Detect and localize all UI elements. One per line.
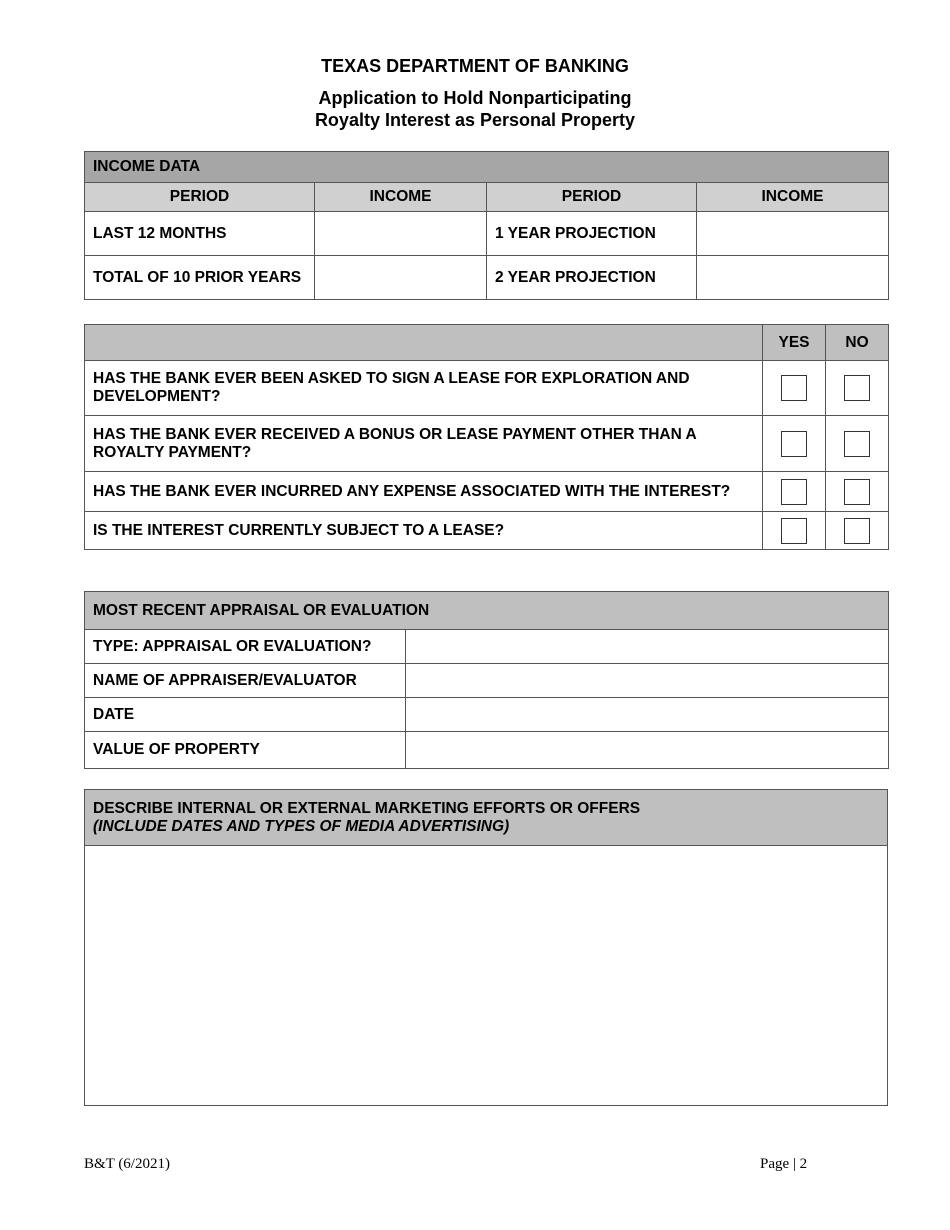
marketing-title-note: (INCLUDE DATES AND TYPES OF MEDIA ADVERTISING) (93, 817, 510, 835)
question-line: DEVELOPMENT? (93, 388, 221, 405)
no-checkbox[interactable] (844, 375, 870, 401)
yes-cell (763, 416, 826, 472)
questions-table (84, 324, 889, 550)
property-value-label: VALUE OF PROPERTY (85, 732, 406, 769)
income-data-table (84, 151, 889, 300)
no-cell (826, 416, 889, 472)
table-row (85, 732, 889, 769)
date-field[interactable] (406, 698, 889, 732)
no-checkbox[interactable] (844, 479, 870, 505)
no-checkbox[interactable] (844, 431, 870, 457)
column-header-no: NO (826, 325, 889, 361)
marketing-title-line: DESCRIBE INTERNAL OR EXTERNAL MARKETING EFFORTS OR OFFERS (93, 799, 641, 817)
subtitle-line-1: Application to Hold Nonparticipating (318, 88, 632, 108)
question-line: ROYALTY PAYMENT? (93, 443, 252, 461)
column-header-period: PERIOD (85, 183, 315, 212)
form-id: B&T (6/2021) (84, 1156, 170, 1172)
yes-checkbox[interactable] (781, 479, 807, 505)
page-subtitle (0, 87, 950, 131)
appraisal-section-title: MOST RECENT APPRAISAL OR EVALUATION (85, 592, 889, 630)
question-row (85, 512, 889, 550)
date-label: DATE (85, 698, 406, 732)
income-field-2-year-projection[interactable] (697, 256, 889, 300)
income-field-1-year-projection[interactable] (697, 212, 889, 256)
appraisal-table (84, 591, 889, 769)
page-number: Page | 2 (760, 1156, 808, 1172)
question-text (85, 361, 763, 416)
question-text: IS THE INTEREST CURRENTLY SUBJECT TO A LEASE? (85, 512, 763, 550)
income-field-10-prior-years[interactable] (315, 256, 487, 300)
marketing-section-title (85, 790, 888, 846)
period-label: 1 YEAR PROJECTION (487, 212, 697, 256)
period-label: TOTAL OF 10 PRIOR YEARS (85, 256, 315, 300)
income-section-title: INCOME DATA (85, 152, 889, 183)
appraisal-type-label: TYPE: APPRAISAL OR EVALUATION? (85, 630, 406, 664)
question-line: HAS THE BANK EVER BEEN ASKED TO SIGN A LEASE FOR EXPLORATION AND (93, 370, 690, 387)
question-row (85, 472, 889, 512)
question-line: HAS THE BANK EVER RECEIVED A BONUS OR LEASE PAYMENT OTHER THAN A (93, 425, 697, 443)
no-cell (826, 361, 889, 416)
table-row (85, 256, 889, 300)
appraiser-name-label: NAME OF APPRAISER/EVALUATOR (85, 664, 406, 698)
column-header-income: INCOME (697, 183, 889, 212)
no-cell (826, 472, 889, 512)
yes-cell (763, 472, 826, 512)
appraisal-type-field[interactable] (406, 630, 889, 664)
yes-checkbox[interactable] (781, 431, 807, 457)
table-row (85, 630, 889, 664)
question-text (85, 416, 763, 472)
yes-checkbox[interactable] (781, 518, 807, 544)
question-row (85, 416, 889, 472)
no-checkbox[interactable] (844, 518, 870, 544)
question-text: HAS THE BANK EVER INCURRED ANY EXPENSE ASSOCIATED WITH THE INTEREST? (85, 472, 763, 512)
yes-cell (763, 361, 826, 416)
income-field-last-12-months[interactable] (315, 212, 487, 256)
column-header-income: INCOME (315, 183, 487, 212)
subtitle-line-2: Royalty Interest as Personal Property (314, 110, 636, 130)
column-header-yes: YES (763, 325, 826, 361)
period-label: 2 YEAR PROJECTION (487, 256, 697, 300)
no-cell (826, 512, 889, 550)
appraiser-name-field[interactable] (406, 664, 889, 698)
yes-cell (763, 512, 826, 550)
marketing-table (84, 789, 888, 1106)
column-header-period: PERIOD (487, 183, 697, 212)
questions-header-blank (85, 325, 763, 361)
property-value-field[interactable] (406, 732, 889, 769)
table-row (85, 664, 889, 698)
question-row (85, 361, 889, 416)
period-label: LAST 12 MONTHS (85, 212, 315, 256)
table-row (85, 698, 889, 732)
table-row (85, 212, 889, 256)
page-title: TEXAS DEPARTMENT OF BANKING (321, 56, 629, 76)
marketing-description-field[interactable] (85, 846, 888, 1106)
yes-checkbox[interactable] (781, 375, 807, 401)
